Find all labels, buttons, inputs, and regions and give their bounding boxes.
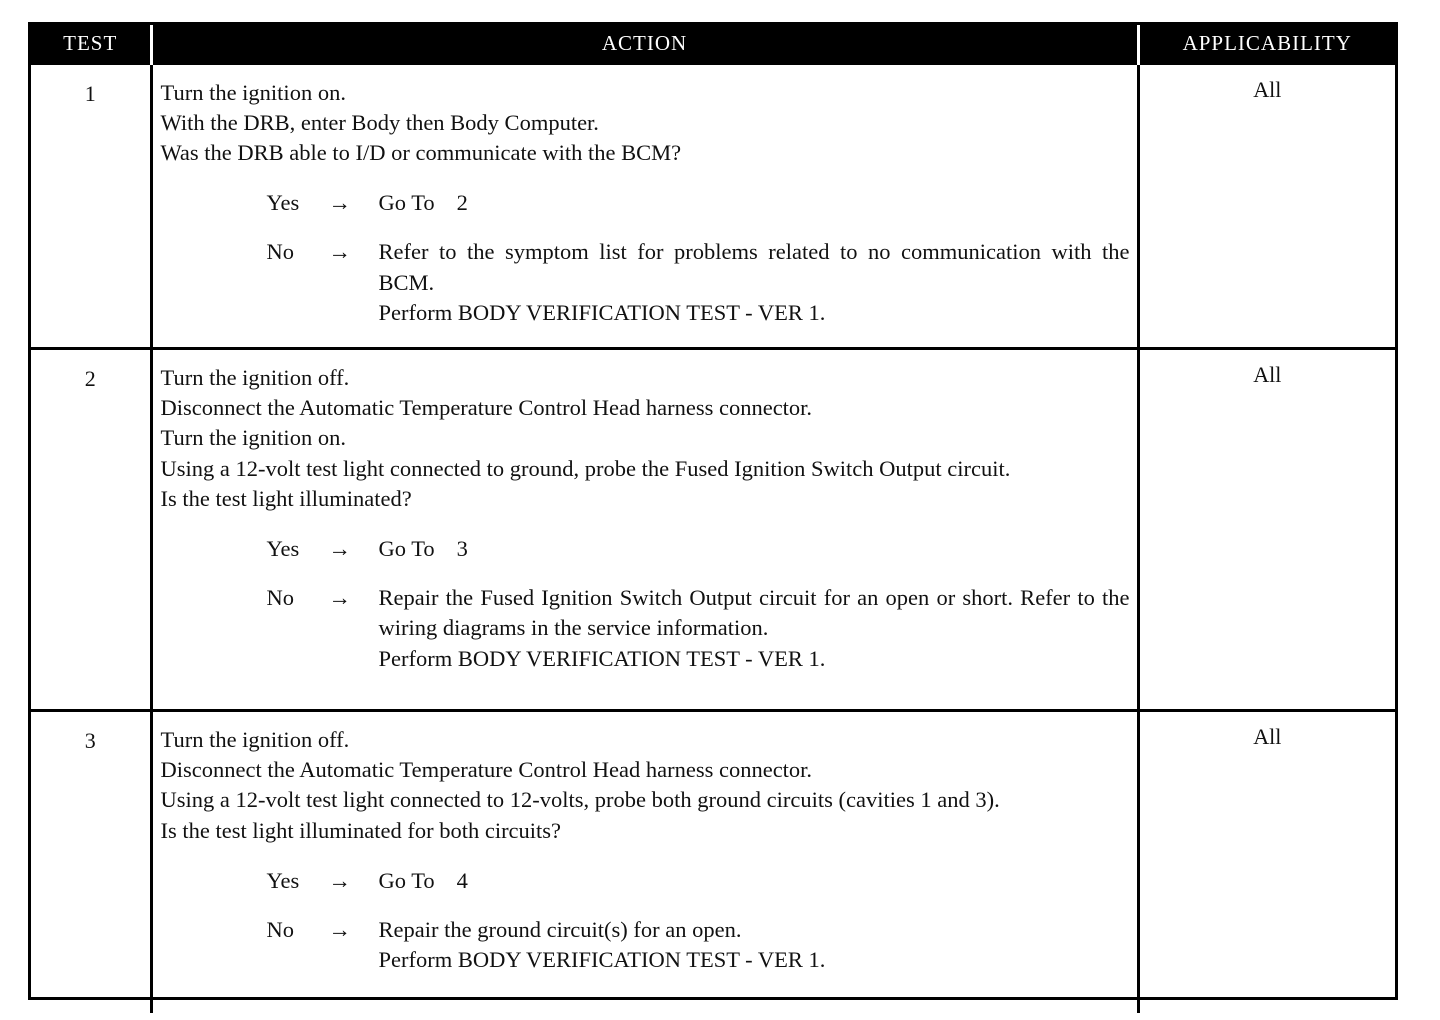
test-number-cell [31, 348, 151, 710]
table-row-test-1 [31, 63, 1395, 348]
header-action: ACTION [151, 25, 1138, 63]
yes-outcome [161, 188, 1130, 218]
no-outcome [161, 237, 1130, 328]
right-arrow-icon: → [328, 239, 351, 265]
yes-outcome [161, 866, 1130, 896]
applicability-cell [1138, 63, 1395, 348]
action-step: With the DRB, enter Body then Body Computer. [160, 109, 599, 135]
action-step: Disconnect the Automatic Temperature Control Head harness connector. [160, 395, 813, 421]
goto-number: 3 [456, 535, 468, 561]
yes-label: Yes [266, 867, 300, 893]
diagnostic-test-table [28, 22, 1398, 1000]
no-instruction: Repair the Fused Ignition Switch Output circuit for an open or short. Refer to the wiring diagrams in the service information. [378, 585, 1130, 641]
table-row-test-3 [31, 710, 1395, 1013]
outcomes [161, 866, 1130, 976]
test-number: 3 [84, 727, 96, 753]
action-step: Is the test light illuminated? [160, 485, 412, 511]
action-step: Turn the ignition off. [160, 726, 350, 752]
goto-label: Go To [378, 867, 435, 893]
applicability-cell [1138, 710, 1395, 1013]
action-step: Using a 12-volt test light connected to ground, probe the Fused Ignition Switch Output circuit. [160, 455, 1011, 481]
right-arrow-icon: → [328, 190, 351, 216]
action-cell [151, 710, 1138, 1013]
right-arrow-icon: → [328, 535, 351, 561]
test-table [31, 25, 1395, 1013]
test-number: 2 [84, 365, 96, 391]
action-step: Was the DRB able to I/D or communicate with the BCM? [160, 139, 682, 165]
header-test: TEST [63, 30, 118, 55]
applicability-cell [1138, 348, 1395, 710]
action-step: Turn the ignition on. [160, 425, 346, 451]
goto-label: Go To [378, 190, 435, 216]
no-instruction: Repair the ground circuit(s) for an open. [378, 916, 742, 942]
right-arrow-icon: → [328, 867, 351, 893]
no-instruction: Perform BODY VERIFICATION TEST - VER 1. [378, 645, 826, 671]
outcomes [161, 188, 1130, 328]
no-label: No [266, 916, 294, 942]
no-instruction: Refer to the symptom list for problems related to no communication with the BCM. [378, 239, 1130, 295]
applicability-value: All [1253, 361, 1282, 387]
yes-label: Yes [266, 190, 300, 216]
goto-label: Go To [378, 535, 435, 561]
applicability-value: All [1253, 76, 1282, 102]
yes-outcome [161, 534, 1130, 564]
outcomes [161, 534, 1130, 674]
no-label: No [266, 239, 294, 265]
action-step: Turn the ignition off. [160, 364, 350, 390]
action-step: Disconnect the Automatic Temperature Control Head harness connector. [160, 757, 813, 783]
test-number: 1 [84, 80, 96, 106]
action-step: Turn the ignition on. [160, 79, 346, 105]
action-cell [151, 348, 1138, 710]
goto-number: 2 [456, 190, 468, 216]
right-arrow-icon: → [328, 585, 351, 611]
action-step: Is the test light illuminated for both circuits? [160, 817, 562, 843]
no-instruction: Perform BODY VERIFICATION TEST - VER 1. [378, 947, 826, 973]
table-header [31, 25, 1395, 63]
applicability-value: All [1253, 723, 1282, 749]
action-cell [151, 63, 1138, 348]
yes-label: Yes [266, 535, 300, 561]
no-instruction: Perform BODY VERIFICATION TEST - VER 1. [378, 299, 826, 325]
no-outcome [161, 915, 1130, 975]
action-step: Using a 12-volt test light connected to 12-volts, probe both ground circuits (cavities 1 and 3). [160, 787, 1000, 813]
goto-number: 4 [456, 867, 468, 893]
right-arrow-icon: → [328, 916, 351, 942]
table-row-test-2 [31, 348, 1395, 710]
test-number-cell [31, 710, 151, 1013]
no-outcome [161, 583, 1130, 674]
no-label: No [266, 585, 294, 611]
header-applicability: APPLICABILITY [1138, 25, 1395, 63]
test-number-cell [31, 63, 151, 348]
